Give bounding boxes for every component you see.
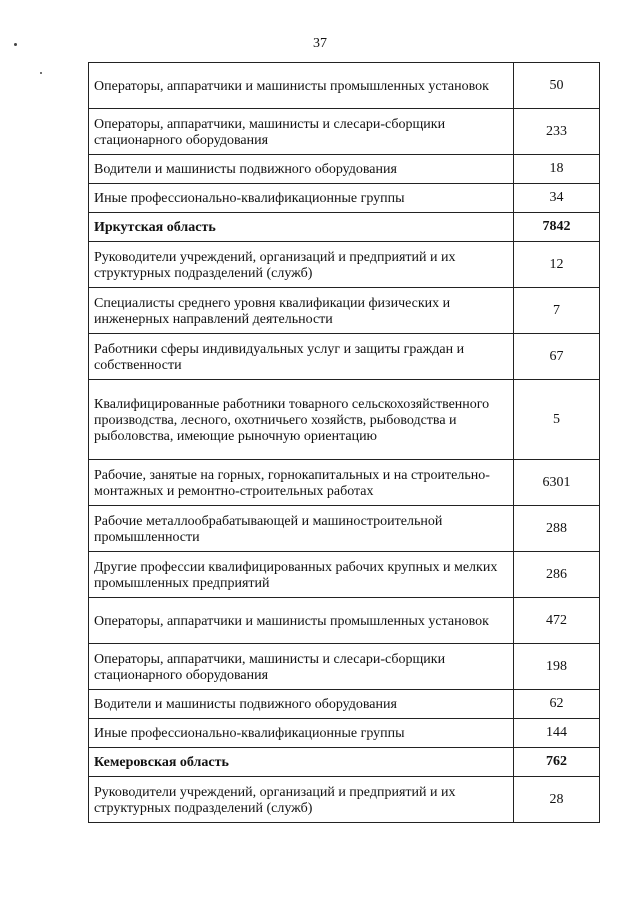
table-row (89, 690, 600, 719)
table-row (89, 719, 600, 748)
occupation-count: 198 (514, 644, 600, 690)
table-row (89, 460, 600, 506)
table-row (89, 334, 600, 380)
table-row (89, 288, 600, 334)
occupation-count: 7842 (514, 213, 600, 242)
scan-speck (14, 43, 17, 46)
table-row (89, 184, 600, 213)
page-number: 37 (313, 36, 327, 51)
occupation-name: Иные профессионально-квалификационные группы (89, 719, 514, 748)
occupation-count: 144 (514, 719, 600, 748)
occupation-count: 6301 (514, 460, 600, 506)
table-row (89, 506, 600, 552)
occupation-count: 472 (514, 598, 600, 644)
occupation-count: 288 (514, 506, 600, 552)
occupation-name: Квалифицированные работники товарного сельскохозяйственного производства, лесного, охотничьего хозяйств, рыбоводства и рыболовства, имеющие рыночную ориентацию (89, 380, 514, 460)
occupation-name: Иркутская область (89, 213, 514, 242)
occupation-count: 18 (514, 155, 600, 184)
occupation-count: 7 (514, 288, 600, 334)
occupation-count: 28 (514, 777, 600, 823)
occupation-name: Специалисты среднего уровня квалификации физических и инженерных направлений деятельности (89, 288, 514, 334)
occupation-count: 67 (514, 334, 600, 380)
occupation-name: Работники сферы индивидуальных услуг и защиты граждан и собственности (89, 334, 514, 380)
occupation-name: Другие профессии квалифицированных рабочих крупных и мелких промышленных предприятий (89, 552, 514, 598)
occupation-count: 233 (514, 109, 600, 155)
occupation-name: Водители и машинисты подвижного оборудования (89, 155, 514, 184)
table-row (89, 644, 600, 690)
region-row (89, 748, 600, 777)
occupation-count: 5 (514, 380, 600, 460)
occupation-name: Руководители учреждений, организаций и предприятий и их структурных подразделений (служб) (89, 242, 514, 288)
table-row (89, 552, 600, 598)
occupation-name: Операторы, аппаратчики, машинисты и слесари-сборщики стационарного оборудования (89, 644, 514, 690)
occupation-count: 762 (514, 748, 600, 777)
scan-speck (40, 72, 42, 74)
region-row (89, 213, 600, 242)
table-row (89, 598, 600, 644)
occupation-name: Рабочие, занятые на горных, горнокапитальных и на строительно-монтажных и ремонтно-строительных работах (89, 460, 514, 506)
occupation-count: 12 (514, 242, 600, 288)
table-row (89, 155, 600, 184)
occupation-count: 34 (514, 184, 600, 213)
table-row (89, 242, 600, 288)
table-row (89, 380, 600, 460)
table-row (89, 63, 600, 109)
occupation-name: Кемеровская область (89, 748, 514, 777)
occupation-name: Рабочие металлообрабатывающей и машиностроительной промышленности (89, 506, 514, 552)
occupation-count: 62 (514, 690, 600, 719)
occupation-name: Водители и машинисты подвижного оборудования (89, 690, 514, 719)
occupation-table (88, 62, 600, 823)
occupation-name: Операторы, аппаратчики и машинисты промышленных установок (89, 63, 514, 109)
table-row (89, 109, 600, 155)
occupation-count: 286 (514, 552, 600, 598)
occupation-name: Операторы, аппаратчики, машинисты и слесари-сборщики стационарного оборудования (89, 109, 514, 155)
table-row (89, 777, 600, 823)
occupation-name: Руководители учреждений, организаций и предприятий и их структурных подразделений (служб) (89, 777, 514, 823)
occupation-name: Иные профессионально-квалификационные группы (89, 184, 514, 213)
occupation-name: Операторы, аппаратчики и машинисты промышленных установок (89, 598, 514, 644)
occupation-count: 50 (514, 63, 600, 109)
